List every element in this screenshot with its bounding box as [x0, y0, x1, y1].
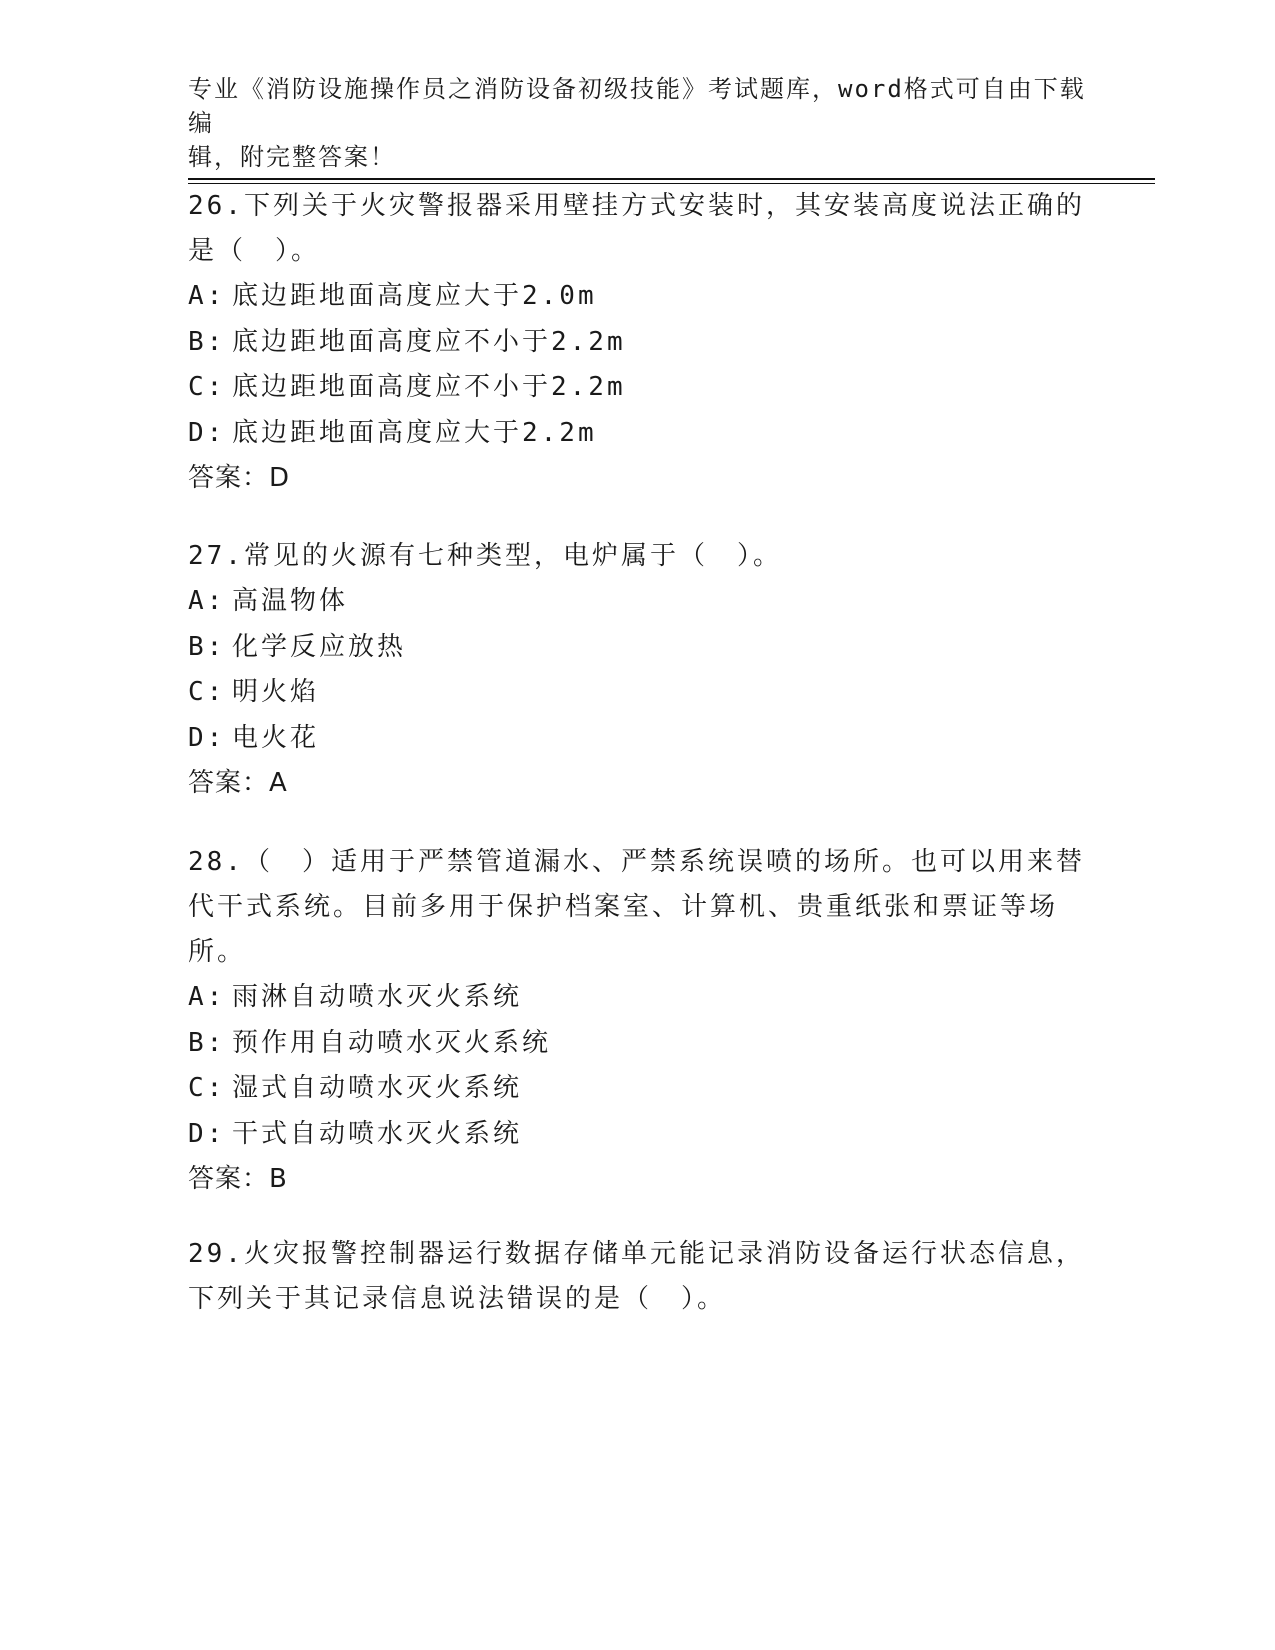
header-divider-thick: [188, 178, 1155, 180]
option-text: 预作用自动喷水灭火系统: [232, 1027, 552, 1058]
option-b: [188, 320, 1088, 366]
option-text: 雨淋自动喷水灭火系统: [232, 982, 523, 1012]
option-a: [188, 274, 1088, 320]
option-letter: D:: [188, 722, 226, 753]
question-stem-line: 28.（ ）适用于严禁管道漏水、严禁系统误喷的场所。也可以用来替: [188, 847, 1085, 877]
question-stem-line: 27.常见的火源有七种类型，电炉属于（ ）。: [188, 541, 782, 571]
option-text: 干式自动喷水灭火系统: [232, 1118, 523, 1149]
option-text: 高温物体: [232, 586, 349, 616]
question-26: [188, 184, 1088, 501]
option-text: 底边距地面高度应不小于2.2m: [232, 372, 626, 402]
question-stem-line: 26.下列关于火灾警报器采用壁挂方式安装时，其安装高度说法正确的: [188, 191, 1085, 221]
option-b: [188, 1021, 1088, 1067]
answer-line: 答案：B: [188, 1164, 288, 1194]
option-letter: B:: [188, 1027, 226, 1058]
option-text: 明火焰: [232, 677, 320, 707]
option-a: [188, 975, 1088, 1021]
option-letter: C:: [188, 372, 226, 402]
question-stem-line: 29.火灾报警控制器运行数据存储单元能记录消防设备运行状态信息，: [188, 1239, 1085, 1269]
option-letter: A:: [188, 281, 226, 311]
option-d: [188, 1112, 1088, 1158]
option-letter: A:: [188, 586, 226, 616]
header-intro-line-1: 专业《消防设施操作员之消防设备初级技能》考试题库，word格式可自由下载编: [188, 75, 1086, 137]
option-text: 化学反应放热: [232, 631, 407, 662]
question-stem-line: 所。: [188, 937, 247, 967]
question-29: [188, 1232, 1088, 1322]
option-letter: C:: [188, 677, 226, 707]
answer-line: 答案：A: [188, 768, 288, 798]
option-c: [188, 1066, 1088, 1112]
document-header: [188, 72, 1088, 174]
option-c: [188, 670, 1088, 716]
option-text: 电火花: [232, 722, 320, 753]
option-letter: D:: [188, 417, 226, 448]
option-letter: B:: [188, 631, 226, 662]
option-text: 底边距地面高度应大于2.0m: [232, 281, 597, 311]
header-intro-line-2: 辑，附完整答案！: [188, 143, 396, 171]
option-letter: B:: [188, 326, 226, 357]
question-27: [188, 534, 1088, 806]
option-text: 底边距地面高度应大于2.2m: [232, 417, 597, 448]
question-28: [188, 840, 1088, 1202]
question-stem-line: 是（ ）。: [188, 236, 321, 266]
option-letter: C:: [188, 1073, 226, 1103]
question-stem-line: 代干式系统。目前多用于保护档案室、计算机、贵重纸张和票证等场: [188, 892, 1059, 922]
option-a: [188, 579, 1088, 625]
option-d: [188, 411, 1088, 457]
option-text: 湿式自动喷水灭火系统: [232, 1073, 523, 1103]
option-letter: D:: [188, 1118, 226, 1149]
option-c: [188, 365, 1088, 411]
option-d: [188, 716, 1088, 762]
answer-line: 答案：D: [188, 463, 291, 493]
option-letter: A:: [188, 982, 226, 1012]
question-stem-line: 下列关于其记录信息说法错误的是（ ）。: [188, 1284, 727, 1314]
option-text: 底边距地面高度应不小于2.2m: [232, 326, 626, 357]
option-b: [188, 625, 1088, 671]
